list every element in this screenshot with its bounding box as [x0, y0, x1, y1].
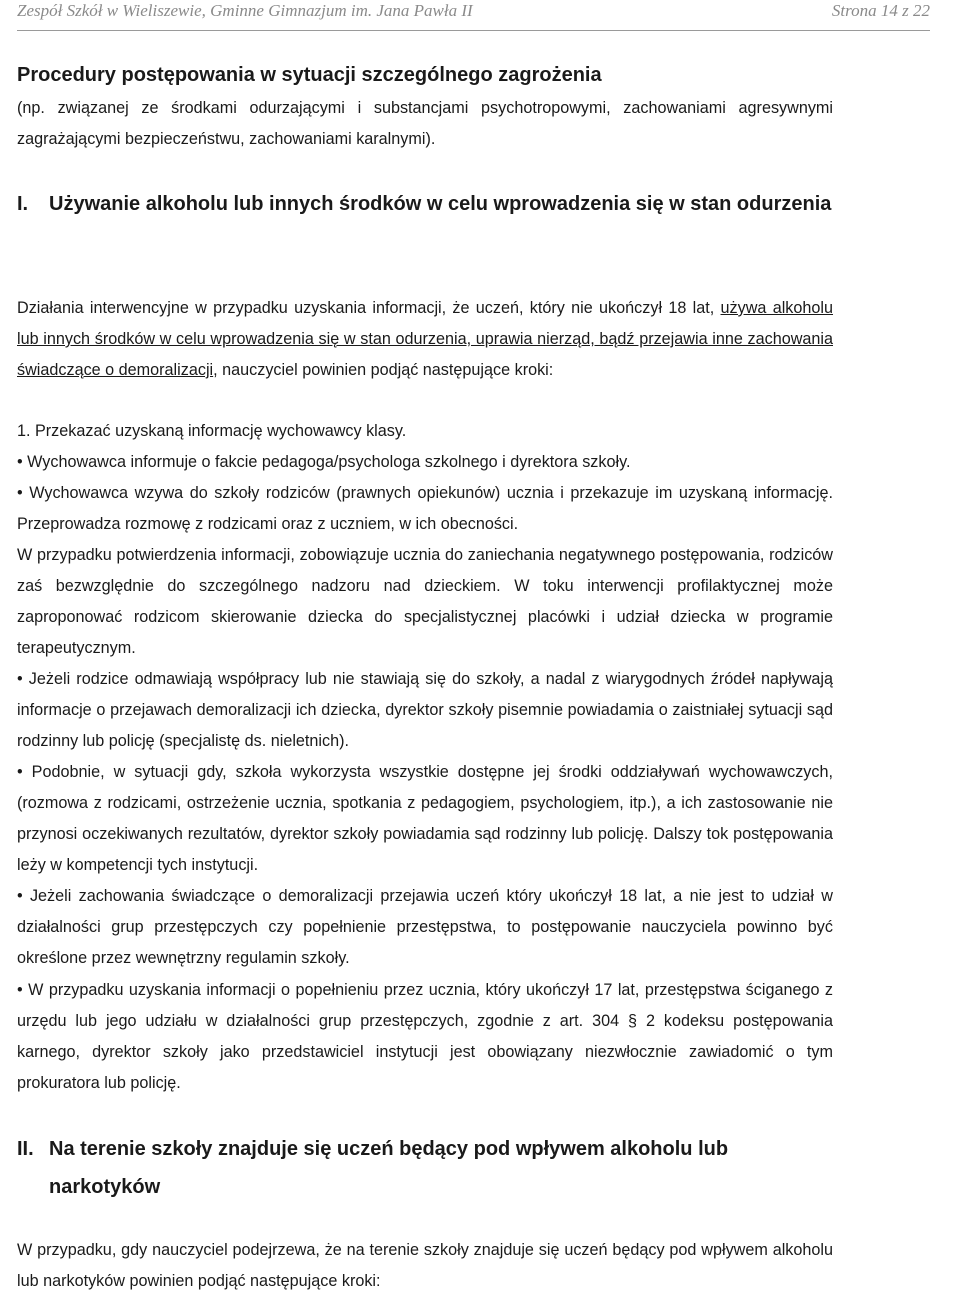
bullet-2: • Wychowawca wzywa do szkoły rodziców (prawnych opiekunów) ucznia i przekazuje im uzyskaną informację. Przeprowadza rozmowę z rodzicami oraz z uczniem, w ich obecności. [17, 484, 833, 533]
section-1-lead [17, 293, 833, 386]
section-2-paragraph: W przypadku, gdy nauczyciel podejrzewa, że na terenie szkoły znajduje się uczeń będący pod wpływem alkoholu lub narkotyków powinien podjąć następujące kroki: [17, 1241, 833, 1290]
section-1-title: Używanie alkoholu lub innych środków w celu wprowadzenia się w stan odurzenia [49, 193, 832, 215]
header-page-number: Strona 14 z 22 [831, 1, 930, 20]
intro-paragraph: (np. związanej ze środkami odurzającymi i substancjami psychotropowymi, zachowaniami agresywnymi zagrażającymi bezpieczeństwu, zachowaniami karalnymi). [17, 99, 833, 148]
bullet-6: • W przypadku uzyskania informacji o popełnieniu przez ucznia, który ukończył 17 lat, przestępstwa ściganego z urzędu lub jego udziału w działalności grup przestępczych, zgodnie z art. 304 § 2 kodeksu postępowania karnego, dyrektor szkoły jako przedstawiciel instytucji jest obowiązany niezwłocznie zawiadomić o tym prokuratora lub policję. [17, 981, 833, 1092]
confirm-paragraph: W przypadku potwierdzenia informacji, zobowiązuje ucznia do zaniechania negatywnego postępowania, rodziców zaś bezwzględnie do szczególnego nadzoru nad dzieckiem. W toku interwencji profilaktycznej może zaproponować rodzicom skierowanie dziecka do specjalistycznej placówki i udział dziecka w programie terapeutycznym. [17, 546, 833, 657]
bullet-4: • Podobnie, w sytuacji gdy, szkoła wykorzysta wszystkie dostępne jej środki oddziaływań wychowawczych, (rozmowa z rodzicami, ostrzeżenie ucznia, spotkania z pedagogiem, psychologiem, itp.), a ich zastosowanie nie przynosi oczekiwanych rezultatów, dyrektor szkoły powiadamia sąd rodzinny lub policję. Dalszy tok postępowania leży w kompetencji tych instytucji. [17, 763, 833, 874]
bullet-3: • Jeżeli rodzice odmawiają współpracy lub nie stawiają się do szkoły, a nadal z wiarygodnych źródeł napływają informacje o przejawach demoralizacji ich dziecka, dyrektor szkoły pisemnie powiadamia o zaistniałej sytuacji sąd rodzinny lub policję (specjalistę ds. nieletnich). [17, 670, 833, 750]
section-1-number: I. [17, 193, 29, 215]
lead-text-b: , nauczyciel powinien podjąć następujące kroki: [213, 361, 554, 379]
bullet-1: • Wychowawca informuje o fakcie pedagoga/psychologa szkolnego i dyrektora szkoły. [17, 453, 631, 471]
section-2-title: Na terenie szkoły znajduje się uczeń będący pod wpływem alkoholu lub narkotyków [49, 1138, 729, 1198]
step-1: 1. Przekazać uzyskaną informację wychowawcy klasy. [17, 422, 407, 440]
page-header [17, 0, 930, 31]
section-2-number: II. [17, 1138, 34, 1160]
header-school-name: Zespół Szkół w Wieliszewie, Gminne Gimnazjum im. Jana Pawła II [17, 1, 473, 20]
main-title: Procedury postępowania w sytuacji szczególnego zagrożenia [17, 64, 602, 86]
bullet-5: • Jeżeli zachowania świadczące o demoralizacji przejawia uczeń który ukończył 18 lat, a nie jest to udział w działalności grup przestępczych czy popełnienie przestępstwa, to postępowanie nauczyciela powinno być określone przez wewnętrzny regulamin szkoły. [17, 887, 833, 967]
lead-text-a: Działania interwencyjne w przypadku uzyskania informacji, że uczeń, który nie ukończył 18 lat, [17, 299, 721, 317]
lead-text-underlined: używa alkoholu lub innych środków w celu wprowadzenia się w stan odurzenia, uprawia nierząd, bądź przejawia inne zachowania świadczące o demoralizacji [17, 299, 833, 379]
